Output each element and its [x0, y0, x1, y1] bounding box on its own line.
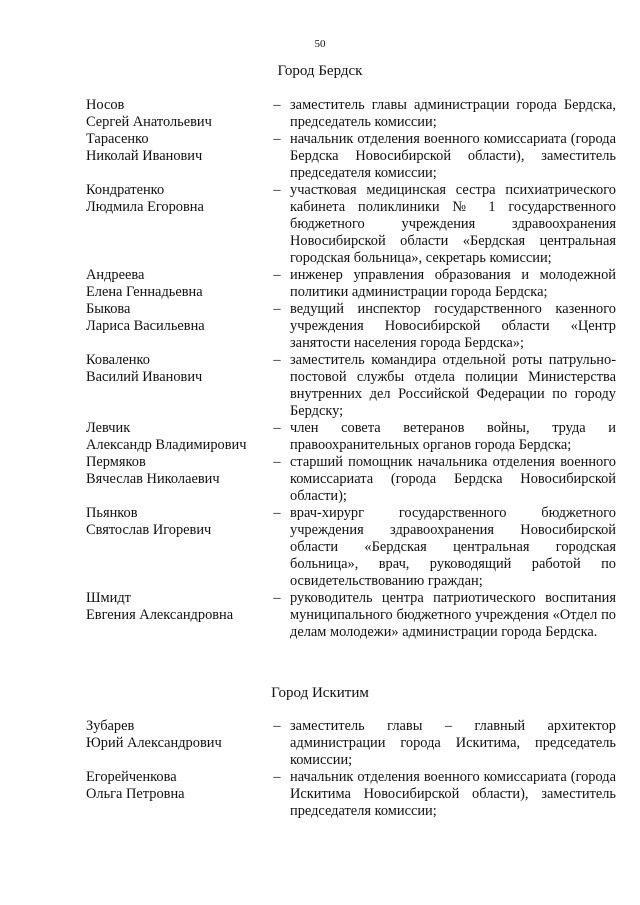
member-name — [86, 352, 266, 386]
member-surname: Пьянков — [86, 505, 138, 521]
member-surname: Быкова — [86, 301, 131, 317]
dash: – — [273, 420, 281, 436]
member-surname: Пермяков — [86, 454, 146, 470]
member-name — [86, 454, 266, 488]
member-entry — [0, 267, 640, 301]
member-surname: Левчик — [86, 420, 131, 436]
member-entry — [0, 301, 640, 352]
member-role: член совета ветеранов войны, труда и правоохранительных органов города Бердска; — [290, 420, 616, 453]
member-role: ведущий инспектор государственного казенного учреждения Новосибирской области «Центр занятости населения города Бердска»; — [290, 301, 616, 351]
member-role: старший помощник начальника отделения военного комиссариата (города Бердска Новосибирской области); — [290, 454, 616, 504]
member-surname: Андреева — [86, 267, 145, 283]
member-surname: Тарасенко — [86, 131, 149, 147]
member-given-name: Александр Владимирович — [86, 437, 247, 453]
member-given-name: Лариса Васильевна — [86, 318, 205, 334]
member-surname: Кондратенко — [86, 182, 165, 198]
member-name — [86, 420, 266, 454]
member-given-name: Василий Иванович — [86, 369, 203, 385]
member-name — [86, 131, 266, 165]
member-role: начальник отделения военного комиссариата (города Бердска Новосибирской области), заместитель председателя комиссии; — [290, 131, 616, 181]
member-role: заместитель главы администрации города Бердска, председатель комиссии; — [290, 97, 616, 130]
member-given-name: Сергей Анатольевич — [86, 114, 212, 130]
member-surname: Коваленко — [86, 352, 150, 368]
dash: – — [273, 352, 281, 368]
member-name — [86, 182, 266, 216]
dash: – — [273, 131, 281, 147]
member-entry — [0, 505, 640, 590]
dash: – — [273, 590, 281, 606]
member-name — [86, 769, 266, 803]
member-entry — [0, 454, 640, 505]
member-given-name: Евгения Александровна — [86, 607, 234, 623]
member-name — [86, 97, 266, 131]
dash: – — [273, 505, 281, 521]
member-given-name: Юрий Александрович — [86, 735, 222, 751]
member-role: заместитель командира отдельной роты патрульно-постовой службы отдела полиции Министерства внутренних дел Российской Федерации по городу Бердску; — [290, 352, 616, 419]
member-entry — [0, 420, 640, 454]
member-list — [0, 718, 640, 820]
member-name — [86, 718, 266, 752]
dash: – — [273, 718, 281, 734]
dash: – — [273, 97, 281, 113]
member-surname: Егорейченкова — [86, 769, 177, 785]
dash: – — [273, 182, 281, 198]
member-entry — [0, 352, 640, 420]
dash: – — [273, 769, 281, 785]
member-role: инженер управления образования и молодежной политики администрации города Бердска; — [290, 267, 616, 300]
member-role: врач-хирург государственного бюджетного учреждения здравоохранения Новосибирской области «Бердская центральная городская больница», врач, руководящий работой по освидетельствованию граждан; — [290, 505, 616, 589]
section-title: Город Искитим — [271, 685, 369, 701]
member-list — [0, 97, 640, 658]
member-given-name: Ольга Петровна — [86, 786, 185, 802]
member-name — [86, 301, 266, 335]
member-given-name: Святослав Игоревич — [86, 522, 212, 538]
member-given-name: Николай Иванович — [86, 148, 203, 164]
page-number: 50 — [314, 38, 326, 50]
member-entry — [0, 590, 640, 658]
member-name — [86, 267, 266, 301]
member-surname: Носов — [86, 97, 125, 113]
dash: – — [273, 301, 281, 317]
member-given-name: Вячеслав Николаевич — [86, 471, 220, 487]
member-entry — [0, 769, 640, 820]
section-title: Город Бердск — [277, 63, 363, 79]
member-entry — [0, 718, 640, 769]
member-entry — [0, 131, 640, 182]
member-surname: Зубарев — [86, 718, 135, 734]
member-role: заместитель главы – главный архитектор администрации города Искитима, председатель комиссии; — [290, 718, 616, 768]
member-entry — [0, 182, 640, 267]
member-name — [86, 505, 266, 539]
member-entry — [0, 97, 640, 131]
member-role: руководитель центра патриотического воспитания муниципального бюджетного учреждения «Отдел по делам молодежи» администрации города Бердска. — [290, 590, 616, 640]
member-given-name: Людмила Егоровна — [86, 199, 204, 215]
member-role: начальник отделения военного комиссариата (города Искитима Новосибирской области), заместитель председателя комиссии; — [290, 769, 616, 819]
member-surname: Шмидт — [86, 590, 131, 606]
member-given-name: Елена Геннадьевна — [86, 284, 203, 300]
member-name — [86, 590, 266, 624]
dash: – — [273, 454, 281, 470]
dash: – — [273, 267, 281, 283]
member-role: участковая медицинская сестра психиатрического кабинета поликлиники № 1 государственного бюджетного учреждения здравоохранения Новосибирской области «Бердская центральная городская больница», секретарь комиссии; — [290, 182, 616, 266]
